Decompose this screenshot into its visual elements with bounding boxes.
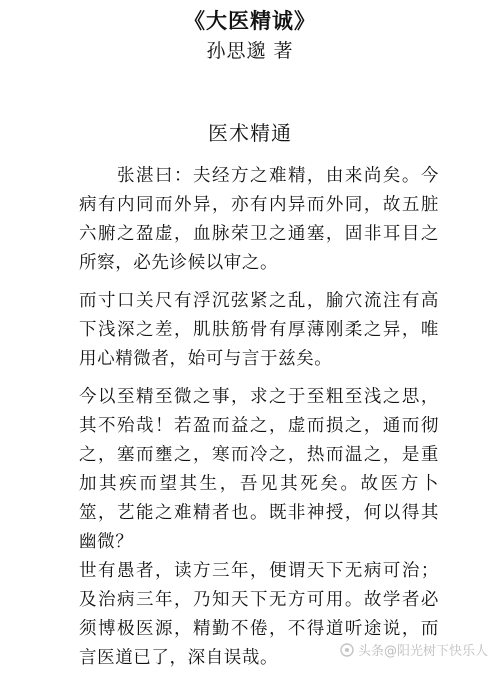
paragraph-3: 今以至精至微之事，求之于至粗至浅之思，其不殆哉！若盈而益之，虚而损之，通而彻之，塞而壅之，寒而冷之，热而温之，是重加其疾而望其生，吾见其死矣。故医方卜筮，艺能之难精者也。既非神授，何以得其幽微？ (79, 387, 439, 552)
book-title: 《大医精诚》 (184, 9, 316, 33)
watermark-text: 头条@阳光树下快乐人 (357, 644, 488, 659)
paragraph-1: 张湛曰：夫经方之难精，由来尚矣。今病有内同而外异，亦有内异而外同，故五脏六腑之盈虚，血脉荣卫之通塞，固非耳目之所察，必先诊候以审之。 (79, 166, 439, 273)
author-line: 孙思邈 著 (206, 40, 294, 62)
paragraph-2: 而寸口关尺有浮沉弦紧之乱，腧穴流注有高下浅深之差，肌肤筋骨有厚薄刚柔之异，唯用心精微者，始可与言于兹矣。 (79, 291, 439, 369)
watermark-logo-icon (340, 643, 354, 657)
watermark (340, 640, 488, 659)
section-title: 医术精通 (208, 121, 292, 145)
paragraph-4: 世有愚者，读方三年，便谓天下无病可治；及治病三年，乃知天下无方可用。故学者必须博极医源，精勤不倦，不得道听途说，而言医道已了，深自误哉。 (79, 561, 439, 668)
